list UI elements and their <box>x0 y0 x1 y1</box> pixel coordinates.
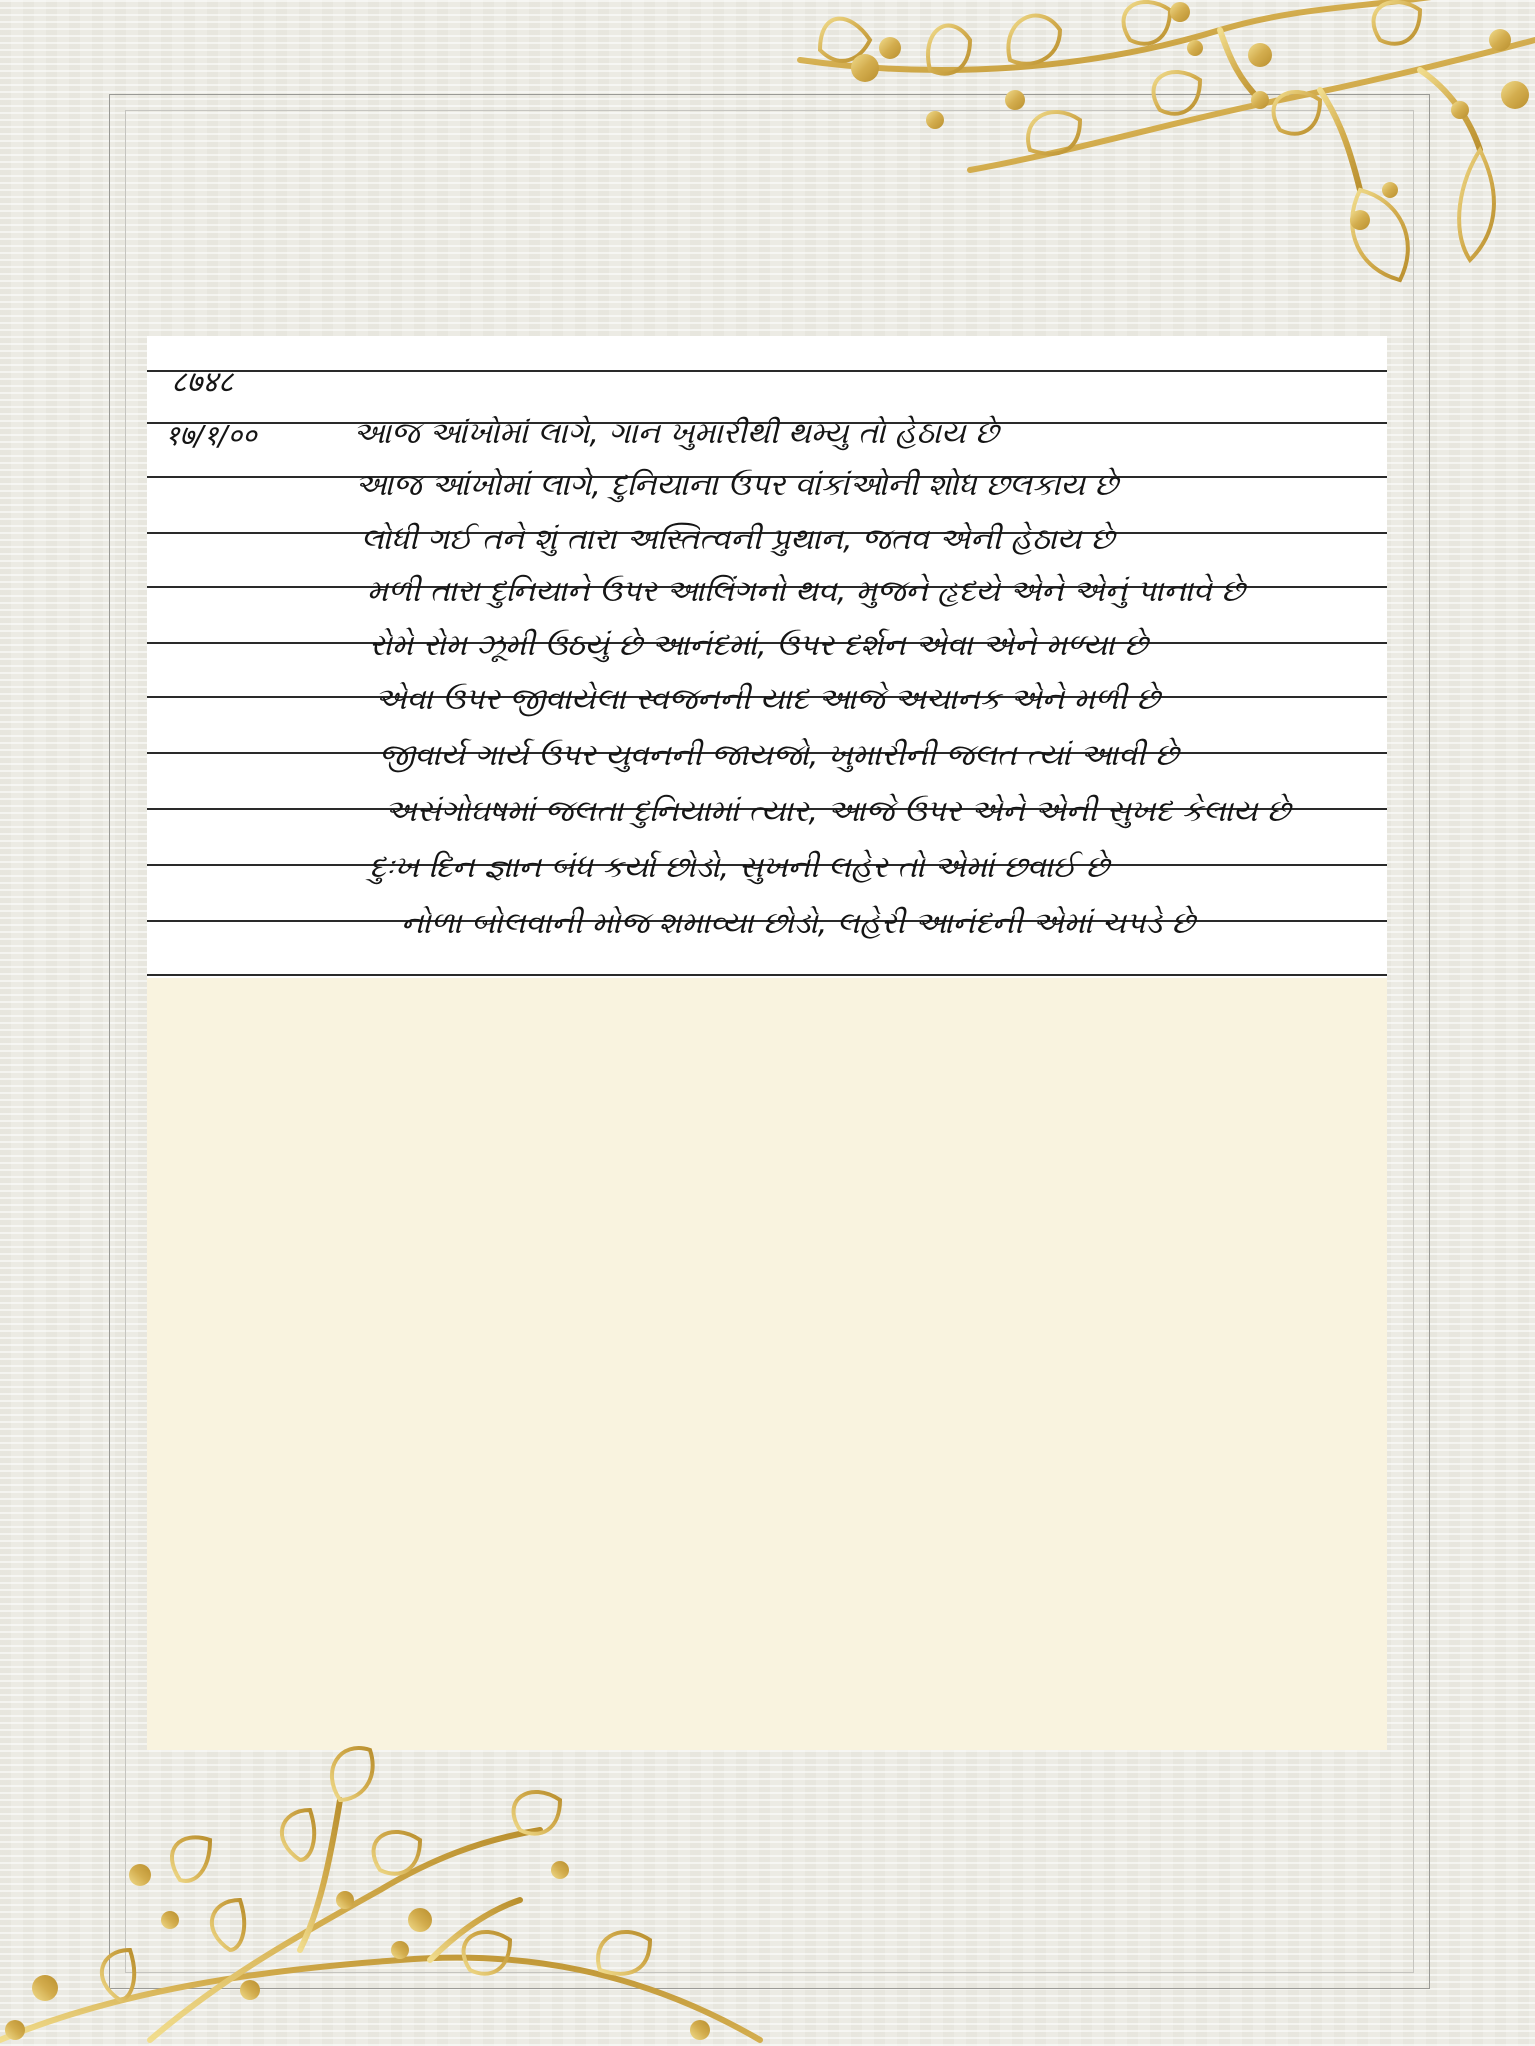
poem-line: આજ આંખોમાં લાગે, ગાન ખુમારીથી થમ્યુ તો હેઠાય છે <box>353 416 999 451</box>
handwritten-scan <box>147 336 1387 978</box>
gold-leaf-branch-icon <box>760 0 1535 310</box>
gold-leaf-branch-icon <box>0 1740 800 2046</box>
ruled-line <box>147 370 1387 372</box>
document-code: ८७४८ <box>171 365 234 400</box>
poem-line: રોમે રોમ ઝૂમી ઉઠયું છે આનંદમાં, ઉપર દર્શન એવા એને મળ્યા છે <box>369 628 1148 663</box>
poem-line: એવા ઉપર જીવાયેલા સ્વજનની યાદ આજે અચાનક એને મળી છે <box>375 682 1160 717</box>
poem-line: જીવાર્ય ગાર્ય ઉપર યુવનની જાયજો, ખુમારીની જલત ત્યાં આવી છે <box>379 738 1179 773</box>
document-date: १७/१/०० <box>165 419 257 452</box>
poem-line: મળી તારા દુનિયાને ઉપર આલિંગનો થવ, મુજને હૃદયે એને એનું પાનાવે છે <box>367 574 1245 609</box>
poem-line: આજ આંખોમાં લાગે, દુનિયાના ઉપર વાંકાંઓની શોધ છલકાય છે <box>355 468 1118 503</box>
poem-line: લોધી ગઈ તને શું તારા અસ્તિત્વની પ્રુથાન, જતવ એની હેઠાય છે <box>361 522 1115 557</box>
poem-line: દુઃખ દિન જ્ઞાન બંધ કર્યા છોડો, સુખની લહેર તો એમાં છવાઈ છે <box>369 850 1109 885</box>
poem-line: નોળા બોલવાની મોજ શમાવ્યા છોડો, લહેરી આનંદની એમાં ચપડે છે <box>401 906 1195 941</box>
ruled-line <box>147 974 1387 976</box>
poem-line: અસંગોઘષમાં જલતા દુનિયામાં ત્યાર, આજે ઉપર એને એની સુખદ કેલાય છે <box>385 794 1291 829</box>
